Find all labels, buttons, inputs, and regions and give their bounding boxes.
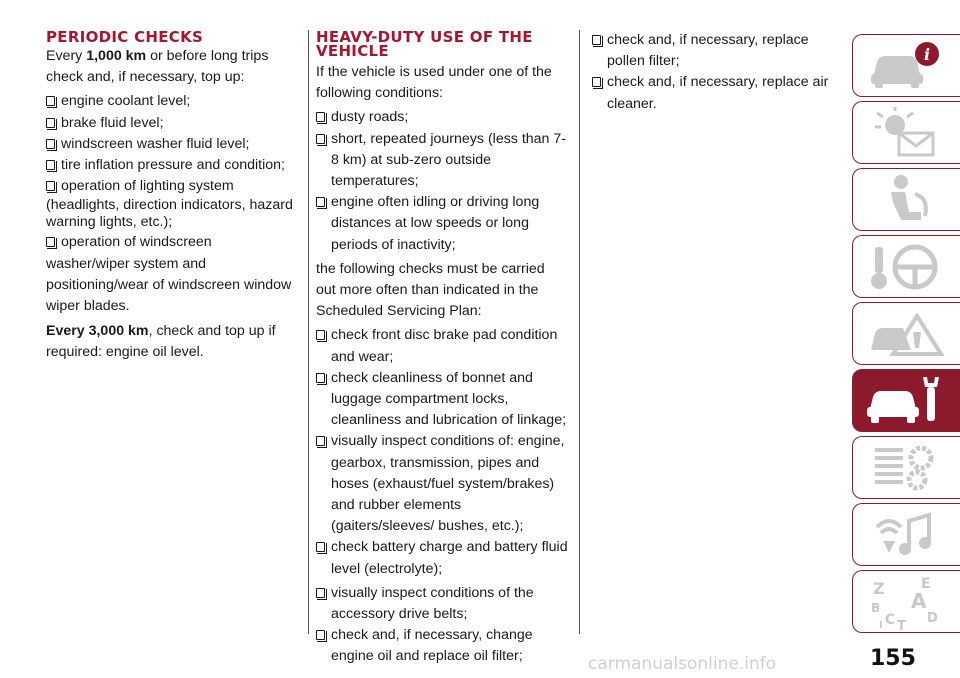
list-item: operation of lighting system xyxy=(46,176,296,197)
index-letter: Z xyxy=(872,578,885,598)
list-item: windscreen washer fluid level; xyxy=(46,134,296,155)
checkbox-bullet-icon xyxy=(46,118,55,128)
car-wrench-icon xyxy=(865,373,949,429)
checkbox-bullet-icon xyxy=(316,134,325,144)
checkbox-bullet-icon xyxy=(592,35,601,45)
tab-servicing-maintenance[interactable] xyxy=(852,369,960,432)
list-item: check front disc brake pad condition and wear; xyxy=(316,325,568,367)
watermark: carmanualsonline.info xyxy=(588,654,777,674)
tab-safety[interactable] xyxy=(852,168,960,231)
heading-heavy-duty: HEAVY-DUTY USE OF THE VEHICLE xyxy=(316,28,533,60)
distance-1000km: 1,000 km xyxy=(86,48,147,64)
tab-starting-driving[interactable] xyxy=(852,235,960,298)
multimedia-icon xyxy=(865,507,949,563)
tab-multimedia[interactable] xyxy=(852,503,960,566)
tab-emergency[interactable] xyxy=(852,302,960,365)
wiper-continuation: washer/wiper system and positioning/wear of windscreen window wiper blades. xyxy=(46,255,292,315)
checkbox-bullet-icon xyxy=(592,77,601,87)
tab-dashboard[interactable] xyxy=(852,101,960,164)
index-letter: I xyxy=(878,619,883,630)
list-item: check and, if necessary, replace air cleaner. xyxy=(592,72,840,114)
lighting-continuation: (headlights, direction indicators, hazard warning lights, etc.); xyxy=(46,197,293,231)
column-divider xyxy=(308,30,309,634)
list-item: operation of windscreen xyxy=(46,232,296,253)
list-item: check and, if necessary, change engine oil and replace oil filter; xyxy=(316,625,568,667)
checkbox-bullet-icon xyxy=(316,436,325,446)
list-item: visually inspect conditions of: engine, gearbox, transmission, pipes and hoses (exhaust/fuel system/brakes) and rubber elements (gaiters/sleeves/ bushes, etc.); xyxy=(316,431,568,537)
index-letter: B xyxy=(870,600,880,615)
list-item: dusty roads; xyxy=(316,107,568,128)
tab-index[interactable] xyxy=(852,570,960,633)
car-emergency-icon xyxy=(865,306,949,362)
heavy-duty-intro: If the vehicle is used under one of the following conditions: xyxy=(316,64,552,102)
checkbox-bullet-icon xyxy=(316,330,325,340)
checkbox-bullet-icon xyxy=(316,630,325,640)
list-item: tire inflation pressure and condition; xyxy=(46,155,296,176)
steering-key-icon xyxy=(865,239,949,295)
every-3000km-note: Every 3,000 km, check and top up if required: engine oil level. xyxy=(46,323,276,361)
list-item: check cleanliness of bonnet and luggage compartment locks, cleanliness and lubrication of linkage; xyxy=(316,368,568,432)
lights-warning-icon xyxy=(865,105,949,161)
checkbox-bullet-icon xyxy=(46,139,55,149)
index-letter: D xyxy=(926,610,938,626)
list-item: engine coolant level; xyxy=(46,91,296,112)
index-letter: A xyxy=(910,588,926,613)
checkbox-bullet-icon xyxy=(316,197,325,207)
specs-gears-icon xyxy=(865,440,949,496)
list-item: engine often idling or driving long distances at low speeds or long periods of inactivity; xyxy=(316,192,568,256)
checkbox-bullet-icon xyxy=(46,181,55,191)
checkbox-bullet-icon xyxy=(316,588,325,598)
chapter-tabs xyxy=(852,34,960,637)
list-item: visually inspect conditions of the accessory drive belts; xyxy=(316,583,568,625)
list-item: brake fluid level; xyxy=(46,113,296,134)
list-item: check battery charge and battery fluid level (electrolyte); xyxy=(316,537,568,579)
list-item: short, repeated journeys (less than 7-8 km) at sub-zero outside temperatures; xyxy=(316,129,568,193)
periodic-intro: Every 1,000 km or before long trips check and, if necessary, top up: xyxy=(46,48,269,86)
column-divider xyxy=(579,30,580,634)
heading-periodic-checks: PERIODIC CHECKS xyxy=(46,28,204,46)
checkbox-bullet-icon xyxy=(46,96,55,106)
index-letter: E xyxy=(920,575,931,592)
page-number: 155 xyxy=(870,646,916,671)
svg-text:i: i xyxy=(923,44,930,64)
index-letter: C xyxy=(884,611,895,628)
checkbox-bullet-icon xyxy=(46,237,55,247)
checks-intro: the following checks must be carried out more often than indicated in the Scheduled Servicing Plan: xyxy=(316,260,545,320)
column-periodic-checks xyxy=(46,30,296,367)
checkbox-bullet-icon xyxy=(316,112,325,122)
checkbox-bullet-icon xyxy=(316,542,325,552)
tab-knowing-your-car[interactable] xyxy=(852,34,960,97)
checkbox-bullet-icon xyxy=(316,373,325,383)
index-letter: T xyxy=(896,618,906,630)
list-item: check and, if necessary, replace pollen filter; xyxy=(592,30,840,72)
column-continued xyxy=(592,30,840,115)
car-info-icon xyxy=(865,38,949,94)
checkbox-bullet-icon xyxy=(46,160,55,170)
column-heavy-duty xyxy=(316,30,568,668)
airbag-seat-icon xyxy=(865,172,949,228)
tab-technical-data[interactable] xyxy=(852,436,960,499)
index-letters-icon xyxy=(865,574,949,630)
